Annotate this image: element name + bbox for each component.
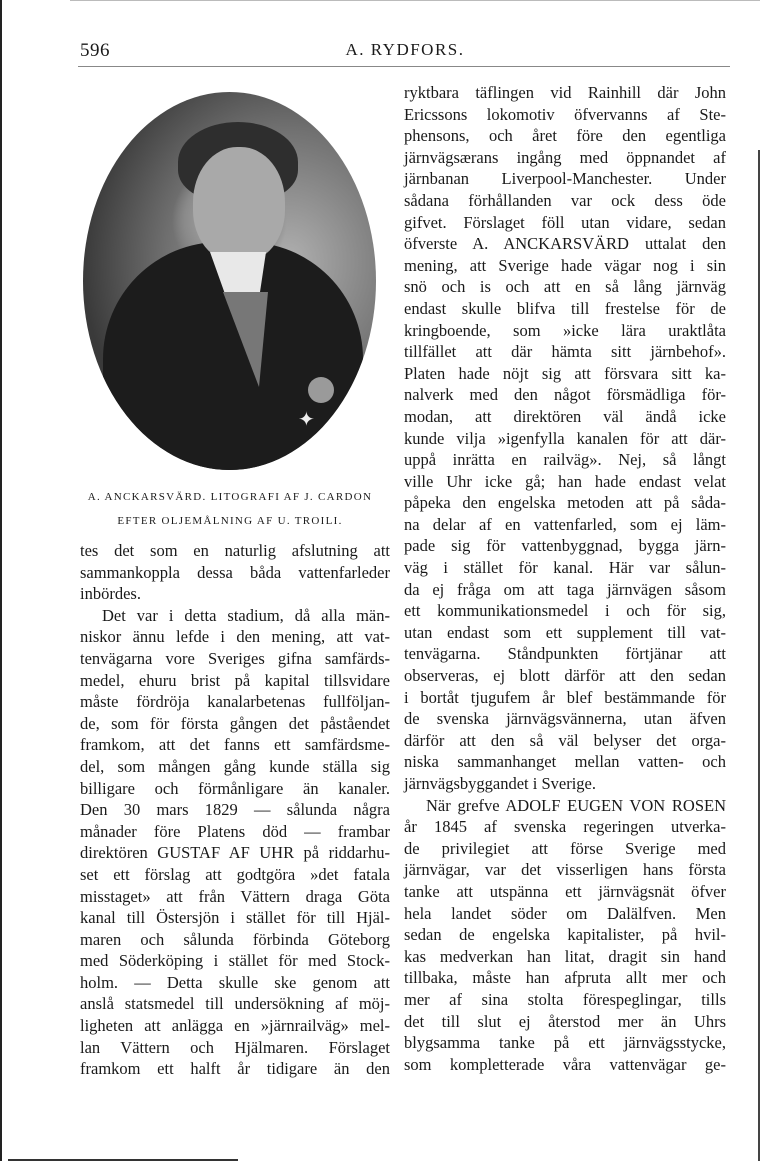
text-line: Det var i detta stadium, då alla män- (102, 605, 390, 625)
text-line: da ej fråga om att taga järnvägen såsom (404, 579, 726, 599)
text-line: ligheten att anlägga en »järnrailväg» mel- (80, 1016, 390, 1036)
medal-icon (308, 377, 334, 403)
text-line: tanke att utspänna ett järnvägsnät öfver (404, 881, 726, 901)
text-line: väg i stället för kanal. Här var sålun- (404, 558, 726, 578)
text-line: uppå inrätta en railväg». Nej, så långt (404, 450, 726, 470)
text-line: de privilegiet att förse Sverige med (404, 838, 726, 858)
text-line: de, som för första gången det påståendet (80, 713, 390, 733)
text-line: kunde vilja »igenfylla kanalen för att där- (404, 428, 726, 448)
text-line: tillbaka, måste han afpruta allt mer och (404, 968, 726, 988)
text-line: Ericssons lokomotiv öfvervanns af Ste- (404, 104, 726, 124)
text-line: tillfället att där hämta sitt järnbehof». (404, 342, 726, 362)
text-line: set ett förslag att godtgöra »det fatala (80, 864, 390, 884)
text-line: modan, att direktören väl ändå icke (404, 406, 726, 426)
text-line: framkom, att det fanns ett samfärdsme- (80, 735, 390, 755)
text-line: maren och sålunda förbinda Göteborg (80, 929, 390, 949)
text-line: hela landet söder om Dalälfven. Men (404, 903, 726, 923)
text-line: blygsamma tanke på ett järnvägsstycke, (404, 1033, 726, 1053)
text-line: kringboende, som »icke lära uraktlåta (404, 320, 726, 340)
text-line: gifvet. Förslaget föll utan vidare, sedan (404, 212, 726, 232)
text-line: billigare och förmånligare än kanaler. (80, 778, 390, 798)
page-edge-top (70, 0, 760, 1)
text-line: Platen hade nöjt sig att försvara sitt ka- (404, 363, 726, 383)
text-line: framkom ett halft år tidigare än den (80, 1059, 390, 1079)
text-line: mening, att Sverige hade vägar nog i sin (404, 255, 726, 275)
text-line: järnvägar, var det visserligen hans första (404, 860, 726, 880)
text-line: påpeka den engelska metoden att på såda- (404, 493, 726, 513)
portrait-image (83, 92, 376, 470)
page-number: 596 (80, 40, 110, 61)
text-line: lan Vättern och Hjälmaren. Förslaget (80, 1037, 390, 1057)
text-line: sådana förhållanden var ock dess öde (404, 190, 726, 210)
page-edge-left (0, 0, 2, 1161)
text-line: som kompletterade våra vattenvägar ge- (404, 1054, 726, 1074)
text-line: niskor ännu lefde i den mening, att vat- (80, 627, 390, 647)
text-line: na delar af en vattenfarled, som ej läm- (404, 514, 726, 534)
caption-line-1: A. ANCKARSVÄRD. LITOGRAFI AF J. CARDON (87, 491, 373, 503)
left-column (80, 540, 390, 1080)
text-line: ville Uhr icke gå; han hade endast velat (404, 471, 726, 491)
text-line: de svenska järnvägsvännerna, utan äfven (404, 709, 726, 729)
text-line: därför att den så väl belyser det orga- (404, 730, 726, 750)
text-line: ett kommunikationsmedel i och för sig, (404, 601, 726, 621)
text-line: observeras, ej blott därför att den sedan (404, 666, 726, 686)
text-line: snö och is och att en så lång järnväg (404, 277, 726, 297)
running-head: A. RYDFORS. (345, 40, 465, 59)
text-line: endast skulle blifva till frestelse för de (404, 298, 726, 318)
text-line: tes det som en naturlig afslutning att (80, 541, 390, 560)
text-line: nalverk med den något försmädliga för- (404, 385, 726, 405)
order-star-icon: ✦ (298, 407, 315, 431)
right-column (404, 82, 726, 1075)
text-line: phensons, och året före den egentliga (404, 126, 726, 146)
text-line: direktören GUSTAF AF UHR på riddarhu- (80, 843, 390, 863)
text-line: med Söderköping i stället för med Stock- (80, 951, 390, 971)
portrait-face (193, 147, 285, 262)
text-line: kanal till Östersjön i stället för till Hjäl- (80, 908, 390, 928)
text-line: sammankoppla dessa båda vattenfarleder (80, 562, 390, 582)
text-line: Den 30 mars 1829 — sålunda några (80, 800, 390, 820)
text-line: sedan de engelska kapitalister, på hvil- (404, 925, 726, 945)
text-line: inbördes. (80, 584, 141, 604)
text-line: år 1845 af svenska regeringen utverka- (404, 817, 726, 837)
text-line: anslå statsmedel till undersökning af möj- (80, 994, 390, 1014)
text-line: När grefve ADOLF EUGEN VON ROSEN (426, 795, 726, 815)
text-line: utan endast som ett supplement till vat- (404, 622, 726, 642)
text-line: det till slut ej återstod mer än Uhrs (404, 1011, 726, 1031)
text-line: del, som mången gång kunde ställa sig (80, 756, 390, 776)
text-line: tenvägarna. Ståndpunkten förtjänar att (404, 644, 726, 664)
text-line: järnbanan Liverpool-Manchester. Under (404, 169, 726, 189)
text-line: i bortåt tjugufem år blef bestämmande för (404, 687, 726, 707)
header-rule (78, 66, 730, 67)
text-line: pade sig för vattenbyggnad, bygga järn- (404, 536, 726, 556)
text-line: järnvägsbyggandet i Sverige. (404, 774, 596, 793)
text-line: medel, ehuru brist på kapital tillsvidare (80, 670, 390, 690)
text-line: holm. — Detta skulle ske genom att (80, 972, 390, 992)
text-line: måste fördröja kanalarbetenas fullföljan- (80, 692, 390, 712)
text-line: misstaget» att från Vättern draga Göta (80, 886, 390, 906)
text-line: ryktbara täflingen vid Rainhill där John (404, 83, 726, 102)
text-line: niska sammanhanget mellan vatten- och (404, 752, 726, 772)
text-line: månader före Platens död — frambar (80, 821, 390, 841)
text-line: kas medverkan han litat, dragit sin hand (404, 946, 726, 966)
text-line: järnvägsærans ingång med öppnandet af (404, 147, 726, 167)
figure-caption (70, 485, 390, 533)
text-line: mer af sina stolta förespeglingar, tills (404, 989, 726, 1009)
caption-line-2: EFTER OLJEMÅLNING AF U. TROILI. (117, 515, 343, 527)
text-line: öfverste A. ANCKARSVÄRD uttalat den (404, 234, 726, 254)
text-line: tenvägarna vore Sveriges gifna samfärds- (80, 648, 390, 668)
